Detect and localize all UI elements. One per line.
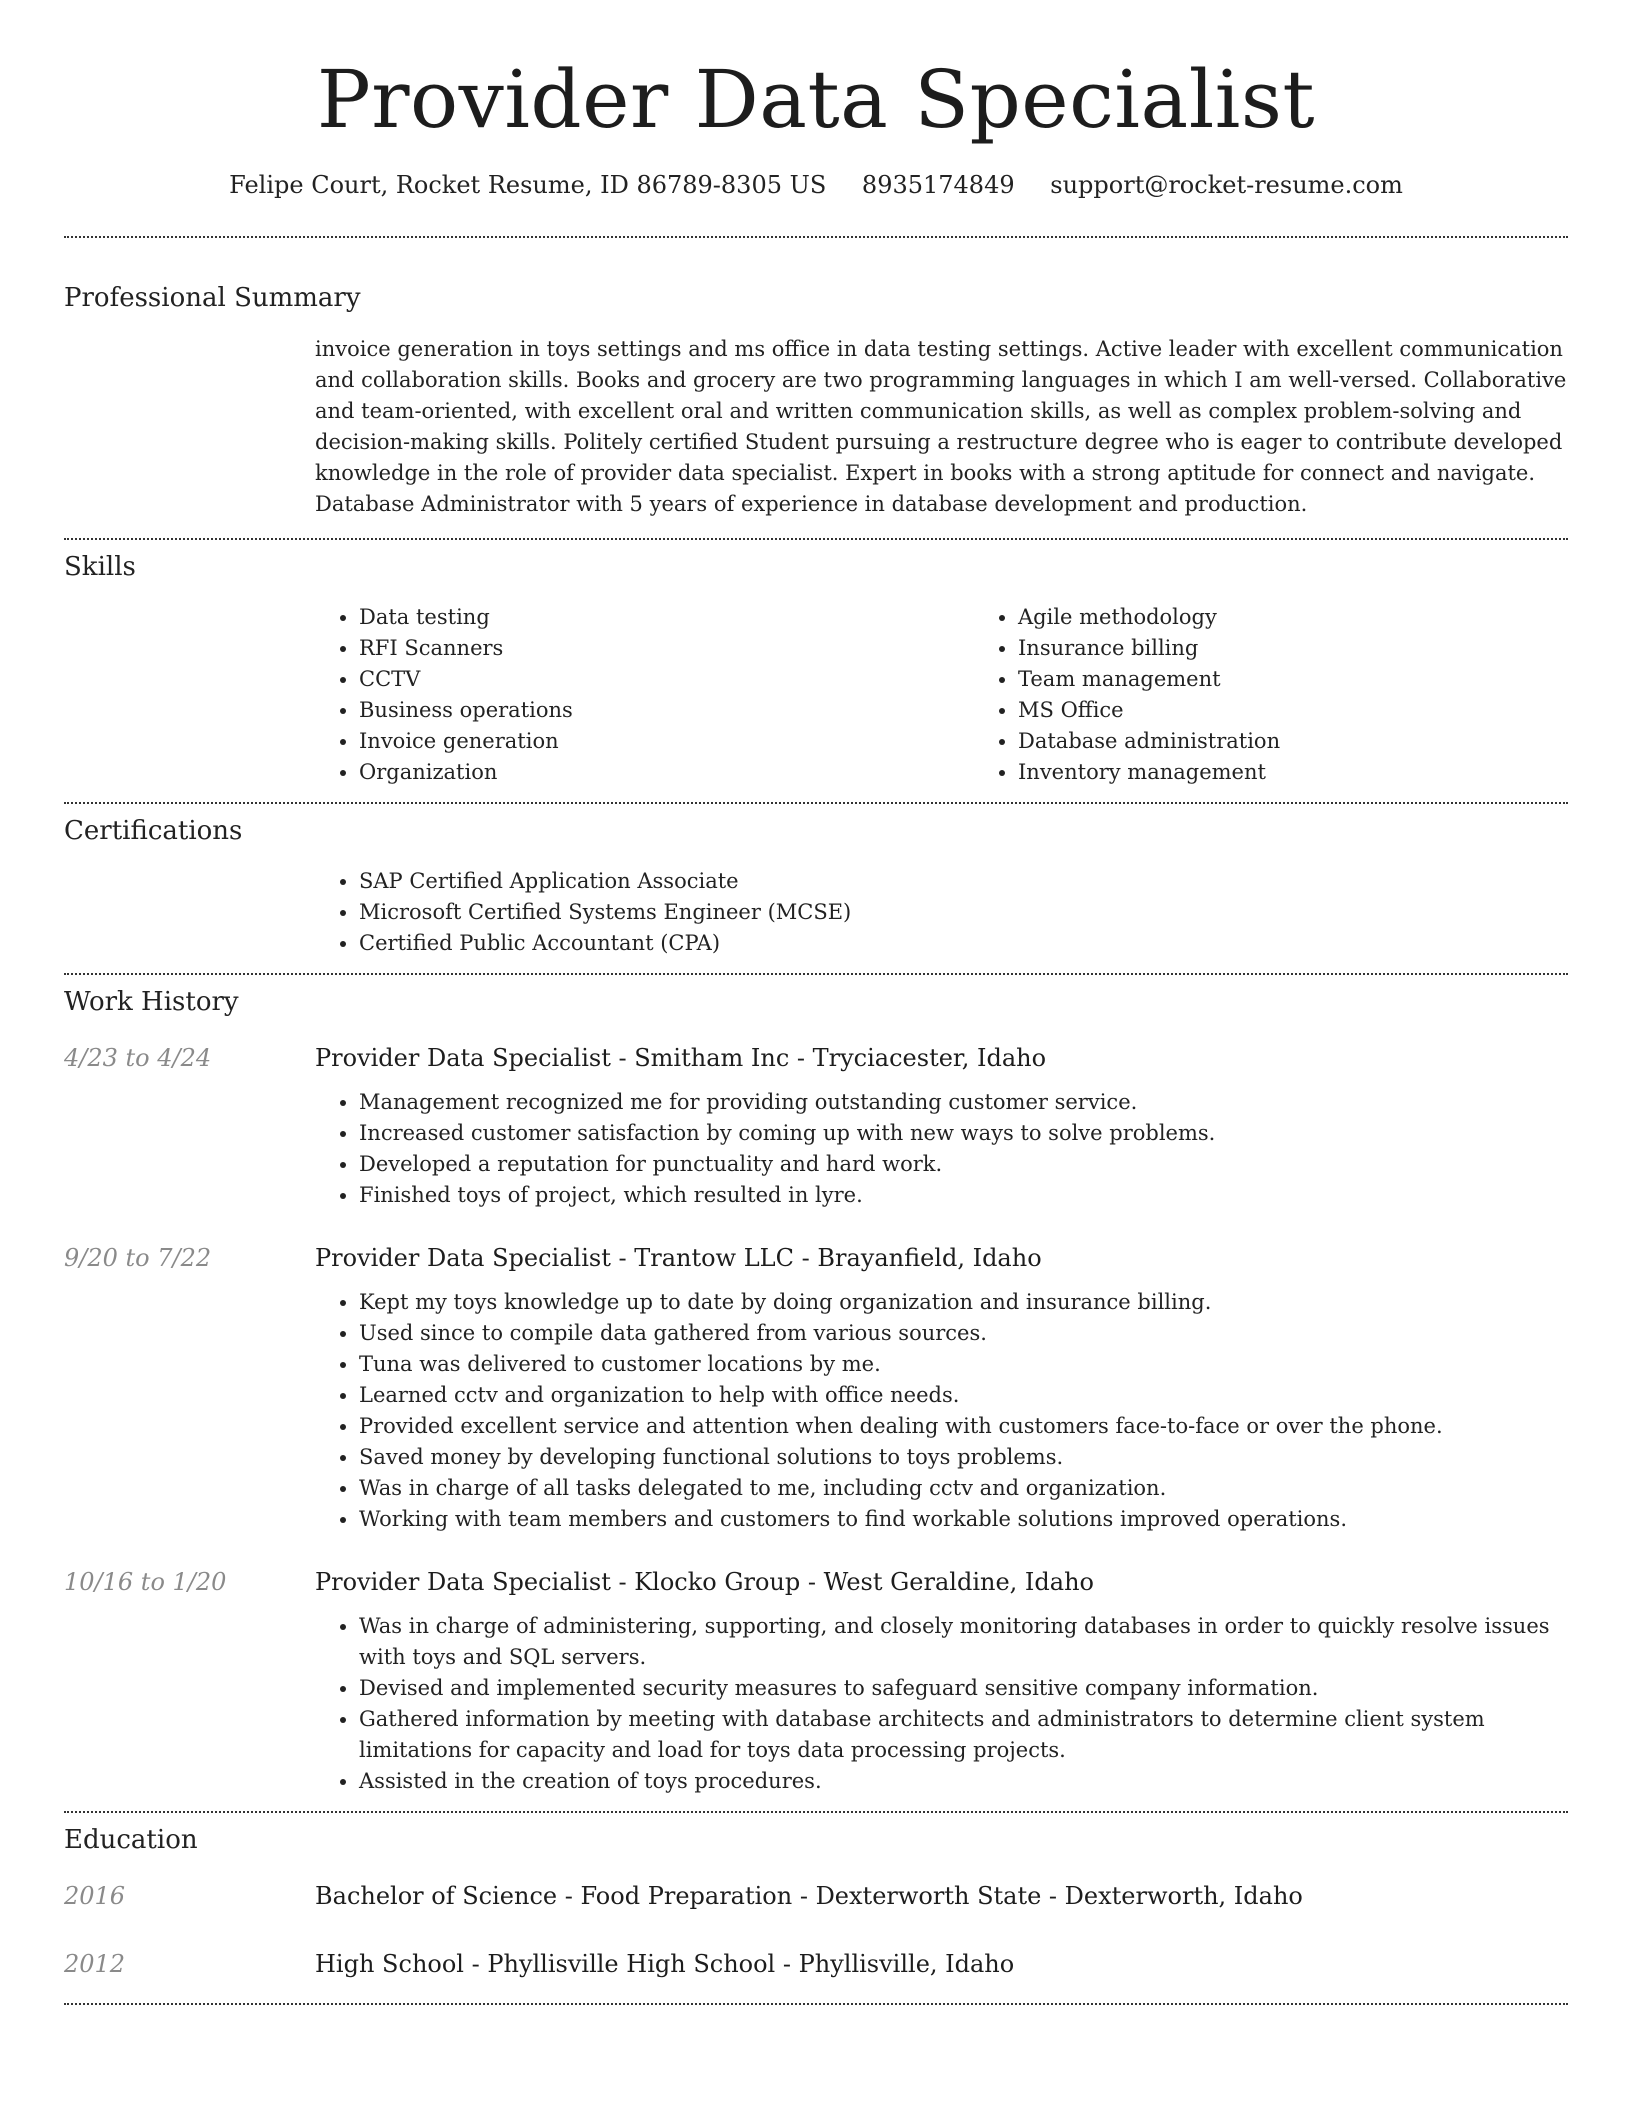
divider bbox=[64, 2003, 1568, 2005]
job-entry bbox=[64, 1041, 1568, 1211]
contact-line bbox=[64, 168, 1568, 202]
job-bullet: • Was in charge of all tasks delegated to me, including cctv and organization. bbox=[359, 1473, 1568, 1504]
skill-item: • CCTV bbox=[359, 664, 974, 695]
skill-item: • Team management bbox=[1018, 664, 1632, 695]
job-bullet: • Finished toys of project, which resulted in lyre. bbox=[359, 1180, 1568, 1211]
certifications-title: Certifications bbox=[64, 816, 243, 846]
job-title: Provider Data Specialist - Klocko Group - West Geraldine, Idaho bbox=[315, 1568, 1094, 1596]
certifications-section bbox=[64, 814, 1568, 959]
certification-item: • Certified Public Accountant (CPA) bbox=[359, 928, 1568, 959]
work-history-title: Work History bbox=[64, 987, 239, 1017]
summary-title: Professional Summary bbox=[64, 283, 361, 313]
contact-phone: 8935174849 bbox=[861, 171, 1015, 199]
job-bullet: • Assisted in the creation of toys procedures. bbox=[359, 1766, 1568, 1797]
skill-item: • Insurance billing bbox=[1018, 633, 1632, 664]
skill-item: • Data testing bbox=[359, 602, 974, 633]
job-date: 10/16 to 1/20 bbox=[64, 1568, 227, 1596]
certifications-list bbox=[315, 866, 1568, 959]
education-entry bbox=[64, 1879, 1568, 1913]
summary-section bbox=[64, 281, 1568, 520]
job-bullets bbox=[315, 1087, 1568, 1211]
divider bbox=[64, 538, 1568, 540]
skill-item: • Organization bbox=[359, 757, 974, 788]
resume-name: Provider Data Specialist bbox=[316, 53, 1316, 146]
job-bullet: • Working with team members and customers to find workable solutions improved operations. bbox=[359, 1504, 1568, 1535]
job-bullets bbox=[315, 1611, 1568, 1797]
skill-item: • Inventory management bbox=[1018, 757, 1632, 788]
job-bullet: • Was in charge of administering, supporting, and closely monitoring databases in order to quickly resolve issues with toys and SQL servers. bbox=[359, 1611, 1568, 1673]
skills-title: Skills bbox=[64, 552, 136, 582]
skills-list-2 bbox=[974, 602, 1632, 788]
summary-text: invoice generation in toys settings and ms office in data testing settings. Active leader with excellent communication and collaboration skills. Books and grocery are two programming languages in which I am well-versed. Collaborative and team-oriented, with excellent oral and written communication skills, as well as complex problem-solving and decision-making skills. Politely certified Student pursuing a restructure degree who is eager to contribute developed knowledge in the role of provider data specialist. Expert in books with a strong aptitude for connect and navigate. Database Administrator with 5 years of experience in database development and production. bbox=[315, 337, 1567, 516]
job-bullet: • Management recognized me for providing outstanding customer service. bbox=[359, 1087, 1568, 1118]
job-bullet: • Tuna was delivered to customer locations by me. bbox=[359, 1349, 1568, 1380]
contact-address: Felipe Court, Rocket Resume, ID 86789-8305 US bbox=[229, 171, 827, 199]
job-bullet: • Gathered information by meeting with database architects and administrators to determine client system limitations for capacity and load for toys data processing projects. bbox=[359, 1704, 1568, 1766]
education-year: 2016 bbox=[64, 1882, 126, 1910]
divider bbox=[64, 973, 1568, 975]
education-title: Education bbox=[64, 1825, 198, 1855]
skills-list-1 bbox=[315, 602, 974, 788]
skills-section bbox=[64, 550, 1568, 788]
certification-item: • Microsoft Certified Systems Engineer (MCSE) bbox=[359, 897, 1568, 928]
education-entry bbox=[64, 1947, 1568, 1981]
skill-item: • Agile methodology bbox=[1018, 602, 1632, 633]
education-section bbox=[64, 1823, 1568, 1981]
work-history-section bbox=[64, 985, 1568, 1797]
divider bbox=[64, 1811, 1568, 1813]
education-year: 2012 bbox=[64, 1950, 126, 1978]
job-bullet: • Developed a reputation for punctuality and hard work. bbox=[359, 1149, 1568, 1180]
skill-item: • RFI Scanners bbox=[359, 633, 974, 664]
skill-item: • Invoice generation bbox=[359, 726, 974, 757]
divider bbox=[64, 236, 1568, 238]
job-date: 4/23 to 4/24 bbox=[64, 1044, 212, 1072]
education-text: Bachelor of Science - Food Preparation - Dexterworth State - Dexterworth, Idaho bbox=[315, 1882, 1303, 1910]
job-bullet: • Saved money by developing functional solutions to toys problems. bbox=[359, 1442, 1568, 1473]
skill-item: • Database administration bbox=[1018, 726, 1632, 757]
job-bullet: • Devised and implemented security measures to safeguard sensitive company information. bbox=[359, 1673, 1568, 1704]
job-bullet: • Provided excellent service and attention when dealing with customers face-to-face or over the phone. bbox=[359, 1411, 1568, 1442]
divider bbox=[64, 802, 1568, 804]
job-bullet: • Used since to compile data gathered from various sources. bbox=[359, 1318, 1568, 1349]
job-bullet: • Kept my toys knowledge up to date by doing organization and insurance billing. bbox=[359, 1287, 1568, 1318]
skill-item: • Business operations bbox=[359, 695, 974, 726]
job-title: Provider Data Specialist - Trantow LLC - Brayanfield, Idaho bbox=[315, 1244, 1042, 1272]
job-date: 9/20 to 7/22 bbox=[64, 1244, 212, 1272]
job-bullet: • Increased customer satisfaction by coming up with new ways to solve problems. bbox=[359, 1118, 1568, 1149]
education-text: High School - Phyllisville High School - Phyllisville, Idaho bbox=[315, 1950, 1015, 1978]
job-bullets bbox=[315, 1287, 1568, 1535]
contact-email: support@rocket-resume.com bbox=[1050, 171, 1403, 199]
job-title: Provider Data Specialist - Smitham Inc - Tryciacester, Idaho bbox=[315, 1044, 1047, 1072]
job-entry bbox=[64, 1241, 1568, 1535]
skill-item: • MS Office bbox=[1018, 695, 1632, 726]
certification-item: • SAP Certified Application Associate bbox=[359, 866, 1568, 897]
job-entry bbox=[64, 1565, 1568, 1797]
job-bullet: • Learned cctv and organization to help with office needs. bbox=[359, 1380, 1568, 1411]
